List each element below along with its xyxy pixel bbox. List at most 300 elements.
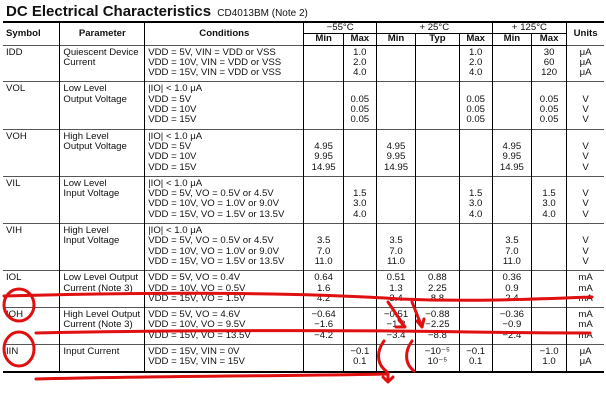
- header-max: Max: [343, 34, 376, 45]
- cell-p125max: [532, 271, 567, 308]
- cell-symbol: [3, 82, 60, 129]
- cell-p25max-line: 3.0: [468, 198, 483, 210]
- cell-n55max-line: 0.05: [350, 104, 370, 116]
- cell-p25min-line: −1.3: [386, 319, 406, 331]
- cell-cond-line: VDD = 5V, VO = 0.4V: [148, 272, 241, 284]
- cell-n55min-line: 4.2: [316, 292, 331, 304]
- cell-n55min-line: 3.5: [316, 235, 331, 247]
- cell-units: [567, 45, 604, 82]
- cell-n55max: [343, 129, 376, 176]
- cell-p25typ: [416, 45, 459, 82]
- header-temp-25: + 25°C: [376, 22, 492, 34]
- cell-p25max: [459, 176, 492, 223]
- cell-p125max-line: 1.5: [542, 188, 556, 200]
- header-conditions: Conditions: [145, 22, 304, 45]
- cell-cond-line: |IO| < 1.0 μA: [148, 225, 203, 237]
- cell-symbol-line: VIH: [6, 225, 22, 237]
- cell-units-line: mA: [578, 319, 593, 331]
- cell-cond-line: VDD = 5V: [148, 140, 192, 152]
- cell-p25max-line: 0.05: [466, 93, 485, 105]
- cell-p125min-line: [496, 115, 528, 125]
- cell-p125max-line: 3.0: [542, 198, 556, 210]
- cell-p25min-line: [380, 210, 412, 220]
- header-units: Units: [567, 22, 604, 45]
- cell-param-line: [63, 357, 141, 367]
- cell-cond-line: |IO| < 1.0 μA: [148, 83, 203, 95]
- cell-p125min-line: 11.0: [502, 255, 521, 267]
- cell-p125min-line: −0.9: [502, 319, 522, 331]
- cell-n55min-line: [307, 210, 339, 220]
- table-row: [3, 345, 604, 372]
- cell-p25min: [376, 271, 415, 308]
- cell-units: [567, 308, 604, 345]
- cell-units-line: V: [582, 255, 589, 267]
- cell-p25max-line: [463, 331, 489, 341]
- cell-units-line: mA: [578, 272, 593, 284]
- cell-cond-line: VDD = 15V, VIN = 15V: [148, 356, 245, 368]
- cell-p25min-line: 11.0: [387, 255, 405, 267]
- cell-units: [567, 176, 604, 223]
- header-max: Max: [459, 34, 492, 45]
- cell-n55min-line: 1.6: [316, 282, 331, 294]
- cell-n55min-line: [307, 357, 339, 367]
- cell-p25max: [459, 345, 492, 372]
- cell-p125min-line: 0.36: [502, 272, 522, 284]
- cell-n55max: [343, 271, 376, 308]
- cell-p25max: [459, 45, 492, 82]
- cell-p25max-line: [463, 163, 489, 173]
- section-title: [6, 3, 308, 20]
- cell-p25min-line: 3.5: [389, 235, 403, 247]
- cell-n55max-line: −0.1: [350, 346, 370, 358]
- cell-p125min-line: [496, 357, 528, 367]
- cell-cond-line: VDD = 15V, VO = 13.5V: [148, 329, 251, 341]
- table-row: [3, 308, 604, 345]
- cell-param-line: Low Level: [63, 83, 107, 95]
- table-row: [3, 224, 604, 271]
- cell-cond: [145, 224, 304, 271]
- cell-p125min-line: 3.5: [505, 235, 519, 247]
- cell-n55max-line: 1.5: [353, 188, 367, 200]
- cell-cond-line: VDD = 5V, VO = 0.5V or 4.5V: [148, 235, 274, 247]
- cell-cond: [145, 271, 304, 308]
- cell-cond-line: VDD = 15V, VO = 1.5V or 13.5V: [148, 208, 285, 220]
- cell-symbol: [3, 345, 60, 372]
- cell-p125max-line: 0.05: [539, 114, 559, 126]
- cell-p25max: [459, 82, 492, 129]
- cell-cond: [145, 308, 304, 345]
- cell-p125max-line: 120: [541, 67, 558, 79]
- cell-param-line: Low Level: [63, 177, 107, 189]
- cell-p25min: [376, 45, 415, 82]
- cell-p25max-line: 1.5: [468, 188, 483, 200]
- cell-cond-line: VDD = 10V: [148, 104, 197, 116]
- arrow-down-ioh: [383, 373, 393, 382]
- cell-symbol: [3, 176, 60, 223]
- cell-p125max-line: [535, 257, 563, 267]
- cell-units-line: V: [582, 198, 589, 210]
- dc-characteristics-table: [3, 21, 604, 373]
- cell-param: [60, 271, 145, 308]
- cell-units-line: V: [582, 104, 589, 116]
- cell-n55min: [304, 271, 343, 308]
- title-subtitle: CD4013BM (Note 2): [217, 8, 308, 19]
- cell-n55max-line: 1.0: [353, 46, 367, 58]
- cell-units-line: V: [582, 208, 589, 220]
- cell-p125min: [492, 271, 531, 308]
- cell-cond-line: VDD = 5V, VO = 4.6V: [148, 309, 241, 321]
- cell-p125min: [492, 345, 531, 372]
- cell-p25typ-line: [419, 68, 455, 78]
- cell-p25min: [376, 176, 415, 223]
- cell-param: [60, 308, 145, 345]
- cell-n55max-line: [347, 273, 373, 283]
- cell-symbol: [3, 308, 60, 345]
- table-row: [3, 45, 604, 82]
- cell-units-line: μA: [579, 346, 592, 358]
- cell-param-line: Current (Note 3): [63, 282, 133, 294]
- cell-p25max: [459, 271, 492, 308]
- cell-cond-line: VDD = 15V, VO = 1.5V or 13.5V: [148, 255, 285, 267]
- cell-n55max-line: 0.1: [353, 356, 367, 368]
- cell-units-line: mA: [578, 309, 593, 321]
- header-typ: Typ: [416, 34, 459, 45]
- cell-p125min-line: [496, 210, 528, 220]
- cell-p125min-line: 14.95: [499, 161, 524, 173]
- cell-p25max: [459, 224, 492, 271]
- cell-p125max-line: [535, 294, 563, 304]
- cell-units-line: V: [582, 188, 589, 200]
- cell-p125max: [532, 45, 567, 82]
- cell-p25min-line: −3.4: [386, 329, 406, 341]
- cell-symbol-line: IOL: [6, 272, 22, 284]
- cell-p25min: [376, 224, 415, 271]
- cell-n55max-line: 4.0: [353, 67, 367, 79]
- cell-param-line: Current: [63, 56, 96, 68]
- cell-param: [60, 345, 145, 372]
- cell-p25max-line: 4.0: [468, 67, 483, 79]
- cell-symbol: [3, 129, 60, 176]
- cell-p125max: [532, 176, 567, 223]
- cell-p25typ-line: −0.88: [425, 309, 450, 321]
- cell-n55min-line: 0.64: [314, 272, 333, 284]
- cell-n55max: [343, 82, 376, 129]
- cell-n55max-line: 2.0: [353, 56, 367, 68]
- cell-p25typ-line: −8.8: [427, 329, 447, 341]
- cell-p125max-line: 4.0: [542, 208, 556, 220]
- cell-cond-line: VDD = 10V, VIN = VDD or VSS: [148, 56, 282, 68]
- cell-cond: [145, 345, 304, 372]
- cell-p25typ-line: [419, 115, 455, 125]
- cell-p125min-line: −2.4: [502, 329, 522, 341]
- cell-n55min: [304, 82, 343, 129]
- cell-p125min: [492, 308, 531, 345]
- cell-p125min: [492, 176, 531, 223]
- cell-param-line: Current (Note 3): [63, 319, 133, 331]
- header-max: Max: [532, 34, 567, 45]
- header-min: Min: [492, 34, 531, 45]
- cell-p25max-line: [463, 294, 489, 304]
- cell-symbol: [3, 224, 60, 271]
- cell-p25typ: [416, 345, 459, 372]
- cell-n55min-line: 14.95: [311, 161, 336, 173]
- cell-p25min-line: 7.0: [389, 245, 403, 257]
- cell-n55max: [343, 308, 376, 345]
- cell-p125max-line: [535, 273, 563, 283]
- cell-units: [567, 82, 604, 129]
- cell-p25max-line: 0.05: [466, 114, 485, 126]
- ioh-underline: [36, 374, 388, 379]
- cell-param: [60, 129, 145, 176]
- cell-cond: [145, 82, 304, 129]
- cell-p25min: [376, 129, 415, 176]
- cell-units-line: V: [582, 151, 589, 163]
- cell-cond-line: VDD = 10V: [148, 151, 197, 163]
- cell-symbol-line: IOH: [6, 309, 24, 321]
- cell-units-line: μA: [579, 67, 592, 79]
- cell-cond: [145, 176, 304, 223]
- table-row: [3, 82, 604, 129]
- cell-param-line: High Level: [63, 225, 109, 237]
- cell-p25max-line: −0.1: [466, 346, 486, 358]
- cell-p25min-line: [380, 68, 412, 78]
- table-body: [3, 45, 604, 372]
- cell-n55max-line: [347, 294, 373, 304]
- title-text: DC Electrical Characteristics: [6, 3, 212, 20]
- cell-n55min-line: −1.6: [314, 319, 334, 331]
- cell-symbol-line: IIN: [6, 346, 19, 358]
- header-min: Min: [376, 34, 415, 45]
- cell-cond-line: VDD = 15V, VO = 1.5V: [148, 292, 246, 304]
- cell-n55min-line: 4.95: [314, 140, 333, 152]
- cell-cond-line: VDD = 10V, VO = 1.0V or 9.0V: [148, 198, 280, 210]
- cell-p125max: [532, 129, 567, 176]
- cell-n55max: [343, 45, 376, 82]
- cell-symbol-line: VIL: [6, 177, 21, 189]
- cell-units-line: V: [582, 140, 589, 152]
- cell-p25typ-line: [419, 257, 455, 267]
- cell-cond: [145, 45, 304, 82]
- cell-n55max: [343, 176, 376, 223]
- cell-cond: [145, 129, 304, 176]
- cell-p125max: [532, 224, 567, 271]
- cell-units-line: mA: [578, 282, 593, 294]
- cell-param-line: Input Voltage: [63, 188, 120, 200]
- cell-p25min: [376, 82, 415, 129]
- cell-n55max-line: 0.05: [350, 93, 370, 105]
- cell-p25max-line: 1.0: [468, 46, 483, 58]
- cell-cond-line: |IO| < 1.0 μA: [148, 130, 203, 142]
- cell-p25typ: [416, 271, 459, 308]
- cell-n55min: [304, 224, 343, 271]
- cell-p125min-line: 2.4: [505, 292, 519, 304]
- cell-p25typ-line: −2.25: [425, 319, 450, 331]
- cell-p25min-line: [380, 115, 412, 125]
- cell-units-line: mA: [578, 292, 593, 304]
- cell-param: [60, 45, 145, 82]
- cell-p25min-line: 9.95: [386, 151, 406, 163]
- cell-param: [60, 224, 145, 271]
- cell-n55min: [304, 345, 343, 372]
- cell-n55max: [343, 345, 376, 372]
- cell-p125max-line: −1.0: [539, 346, 559, 358]
- table-row: [3, 129, 604, 176]
- cell-units-line: V: [582, 235, 589, 247]
- cell-p25typ-line: 10⁻⁵: [427, 356, 448, 368]
- cell-units-line: μA: [579, 356, 592, 368]
- cell-p25typ-line: 8.8: [430, 292, 445, 304]
- cell-p25min: [376, 345, 415, 372]
- header-temp-125: + 125°C: [492, 22, 566, 34]
- cell-cond-line: VDD = 5V, VO = 0.5V or 4.5V: [148, 188, 274, 200]
- cell-param-line: High Level Output: [63, 309, 141, 321]
- cell-param-line: Input Voltage: [63, 235, 120, 247]
- table-row: [3, 176, 604, 223]
- cell-cond-line: VDD = 10V, VO = 0.5V: [148, 282, 246, 294]
- header-symbol: Symbol: [6, 27, 41, 39]
- cell-cond-line: |IO| < 1.0 μA: [148, 177, 203, 189]
- cell-units-line: V: [582, 161, 589, 173]
- cell-n55max: [343, 224, 376, 271]
- cell-units-line: V: [582, 245, 589, 257]
- cell-p25typ: [416, 129, 459, 176]
- cell-cond-line: VDD = 15V, VIN = 0V: [148, 346, 240, 358]
- cell-symbol-line: VOH: [6, 130, 27, 142]
- cell-p25min: [376, 308, 415, 345]
- cell-p25max-line: [463, 257, 489, 267]
- cell-p25min-line: 0.51: [386, 272, 406, 284]
- cell-p25max-line: 4.0: [468, 208, 483, 220]
- cell-n55min: [304, 308, 343, 345]
- cell-param: [60, 82, 145, 129]
- cell-n55max-line: [347, 331, 373, 341]
- cell-p25min-line: [380, 357, 412, 367]
- cell-p125min: [492, 45, 531, 82]
- cell-p125min-line: 0.9: [505, 282, 519, 294]
- cell-n55min-line: 7.0: [316, 245, 331, 257]
- cell-n55min-line: [307, 68, 339, 78]
- cell-n55min-line: −4.2: [314, 329, 334, 341]
- cell-p125max-line: 0.05: [539, 93, 559, 105]
- cell-cond-line: VDD = 5V: [148, 93, 192, 105]
- cell-p25min-line: 1.3: [389, 282, 403, 294]
- cell-param-line: High Level: [63, 130, 109, 142]
- cell-p125max: [532, 308, 567, 345]
- cell-p25typ: [416, 308, 459, 345]
- cell-param: [60, 176, 145, 223]
- cell-p25typ: [416, 176, 459, 223]
- cell-p25typ-line: [419, 163, 455, 173]
- cell-p25typ-line: −10⁻⁵: [424, 346, 451, 358]
- cell-p125max-line: [535, 331, 563, 341]
- cell-p25max-line: 0.1: [468, 356, 483, 368]
- cell-p125max-line: 60: [543, 56, 555, 68]
- cell-n55max-line: 4.0: [353, 208, 367, 220]
- table-row: [3, 271, 604, 308]
- cell-p25max-line: 0.05: [466, 104, 485, 116]
- cell-cond-line: VDD = 15V: [148, 114, 197, 126]
- cell-p25typ: [416, 224, 459, 271]
- cell-n55min-line: 9.95: [314, 151, 333, 163]
- cell-p25max-line: 2.0: [468, 56, 483, 68]
- cell-p125min-line: −0.36: [499, 309, 524, 321]
- cell-p25min-line: 4.95: [386, 140, 406, 152]
- cell-param-line: Output Voltage: [63, 140, 127, 152]
- cell-cond-line: VDD = 10V, VO = 1.0V or 9.0V: [148, 245, 280, 257]
- cell-symbol: [3, 271, 60, 308]
- cell-units-line: mA: [578, 329, 593, 341]
- cell-p125min-line: 4.95: [502, 140, 522, 152]
- cell-p125max: [532, 82, 567, 129]
- cell-p125max: [532, 345, 567, 372]
- cell-p125min-line: [496, 68, 528, 78]
- cell-symbol-line: IDD: [6, 46, 23, 58]
- cell-p125max-line: 1.0: [542, 356, 556, 368]
- cell-p125min: [492, 224, 531, 271]
- cell-p25typ-line: 2.25: [428, 282, 447, 294]
- cell-p125min-line: 7.0: [505, 245, 519, 257]
- cell-units: [567, 224, 604, 271]
- cell-units-line: V: [582, 93, 589, 105]
- cell-cond-line: VDD = 10V, VO = 9.5V: [148, 319, 246, 331]
- cell-p25max-line: [463, 273, 489, 283]
- cell-p25min-line: 14.95: [384, 161, 409, 173]
- cell-param-line: Output Voltage: [63, 93, 127, 105]
- cell-p25typ: [416, 82, 459, 129]
- cell-p25typ-line: 0.88: [428, 272, 447, 284]
- cell-n55max-line: 0.05: [350, 114, 370, 126]
- cell-n55min: [304, 129, 343, 176]
- cell-symbol: [3, 45, 60, 82]
- cell-p25min-line: −0.51: [383, 309, 409, 321]
- cell-units: [567, 129, 604, 176]
- cell-units: [567, 271, 604, 308]
- cell-n55min: [304, 176, 343, 223]
- cell-n55min: [304, 45, 343, 82]
- header-parameter: Parameter: [60, 22, 145, 45]
- cell-n55min-line: −0.64: [311, 309, 336, 321]
- header-min: Min: [304, 34, 343, 45]
- cell-n55max-line: [347, 257, 373, 267]
- cell-units-line: V: [582, 114, 589, 126]
- cell-units-line: μA: [579, 46, 592, 58]
- cell-p125min: [492, 129, 531, 176]
- cell-units-line: μA: [579, 56, 592, 68]
- cell-symbol-line: VOL: [6, 83, 26, 95]
- cell-param-line: Low Level Output: [63, 272, 139, 284]
- cell-p25typ-line: [419, 210, 455, 220]
- cell-p125max-line: 0.05: [539, 104, 559, 116]
- cell-p25max: [459, 308, 492, 345]
- cell-cond-line: VDD = 5V, VIN = VDD or VSS: [148, 46, 276, 58]
- cell-p125max-line: 30: [543, 46, 555, 58]
- cell-p125max-line: [535, 163, 563, 173]
- cell-param-line: Quiescent Device: [63, 46, 139, 58]
- cell-p25max: [459, 129, 492, 176]
- cell-p125min: [492, 82, 531, 129]
- cell-n55min-line: 11.0: [314, 255, 333, 267]
- cell-n55max-line: 3.0: [353, 198, 367, 210]
- cell-n55max-line: [347, 163, 373, 173]
- cell-units: [567, 345, 604, 372]
- cell-cond-line: VDD = 15V: [148, 161, 197, 173]
- cell-cond-line: VDD = 15V, VIN = VDD or VSS: [148, 67, 282, 79]
- cell-param-line: Input Current: [63, 346, 120, 358]
- cell-n55min-line: [307, 115, 339, 125]
- cell-p125min-line: 9.95: [502, 151, 522, 163]
- cell-p25min-line: 3.4: [389, 292, 403, 304]
- header-temp-minus55: −55°C: [304, 22, 376, 34]
